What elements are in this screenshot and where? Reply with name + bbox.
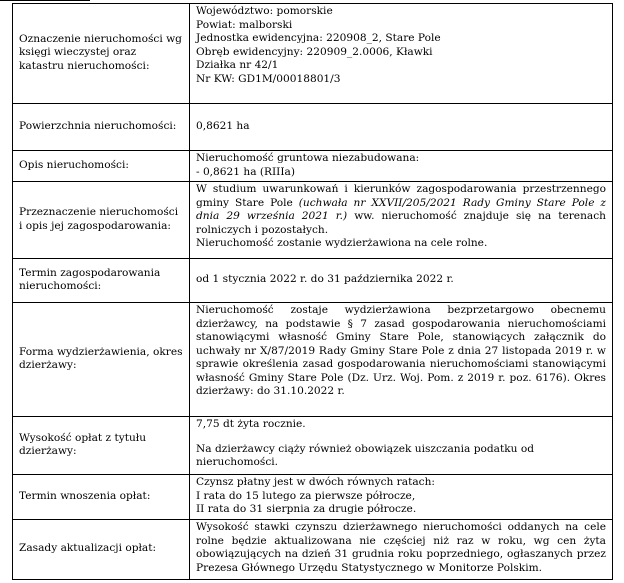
label-property-designation: Oznaczenie nieruchomości wg księgi wieczystej oraz katastru nieruchomości: bbox=[13, 4, 190, 104]
label-lease-form: Forma wydzierżawienia, okres dzierżawy: bbox=[13, 303, 190, 417]
label-development-term: Termin zagospodarowania nieruchomości: bbox=[13, 259, 190, 303]
payment-line: I rata do 15 lutego za pierwsze półrocze, bbox=[196, 489, 416, 502]
label-description: Opis nieruchomości: bbox=[13, 151, 190, 182]
value-description bbox=[190, 151, 613, 182]
property-info-table bbox=[12, 3, 613, 580]
table-row bbox=[13, 151, 613, 182]
plot-number-line: Działka nr 42/1 bbox=[196, 59, 279, 71]
top-rule bbox=[0, 0, 90, 1]
table-row bbox=[13, 104, 613, 151]
table-row bbox=[13, 259, 613, 303]
value-property-designation bbox=[190, 4, 613, 104]
registration-unit-line: Jednostka ewidencyjna: 220908_2, Stare Pole bbox=[196, 32, 441, 44]
value-lease-form: Nieruchomość zostaje wydzierżawiona bezprzetargowo obecnemu dzierżawcy, na podstawie § 7 zasad gospodarowania nieruchomościami stanowiącymi własność Gminy Stare Pole, stanowiących załącznik do uchwały nr X/87/2019 Rady Gminy Stare Pole z dnia 27 listopada 2019 r. w sprawie określenia zasad gospodarowania nieruchomościami stanowiącymi własność Gminy Stare Pole (Dz. Urz. Woj. Pom. z 2019 r. poz. 6176). Okres dzierżawy: do 31.10.2022 r. bbox=[190, 303, 613, 417]
table-row bbox=[13, 417, 613, 475]
label-payment-term: Termin wnoszenia opłat: bbox=[13, 475, 190, 520]
spacer bbox=[196, 432, 606, 443]
value-lease-fee bbox=[190, 417, 613, 475]
label-area: Powierzchnia nieruchomości: bbox=[13, 104, 190, 151]
payment-line: Czynsz płatny jest w dwóch równych ratach: bbox=[196, 476, 435, 488]
label-purpose: Przeznaczenie nieruchomości i opis jej zagospodarowania: bbox=[13, 182, 190, 259]
value-fee-update-rules: Wysokość stawki czynszu dzierżawnego nieruchomości oddanych na cele rolne będzie aktualizowana nie częściej niż raz w roku, wg cen żyta obowiązujących na dzień 31 grudnia roku poprzedniego, ogłaszanych przez Prezesa Głównego Urzędu Statystycznego w Monitorze Polskim. bbox=[190, 520, 613, 580]
table-row bbox=[13, 475, 613, 520]
purpose-resolution-reference: (uchwała nr XXVII/205/2021 Rady Gminy Stare Pole z dnia 29 września 2021 r.) bbox=[196, 196, 606, 222]
description-line: Nieruchomość gruntowa niezabudowana: bbox=[196, 152, 420, 164]
table-row bbox=[13, 520, 613, 580]
fee-amount: 7,75 dt żyta rocznie. bbox=[196, 418, 306, 430]
value-purpose bbox=[190, 182, 613, 259]
label-fee-update-rules: Zasady aktualizacji opłat: bbox=[13, 520, 190, 580]
label-lease-fee: Wysokość opłat z tytułu dzierżawy: bbox=[13, 417, 190, 475]
purpose-text-end: ww. nieruchomość znajduje się na terenach rolniczych i pozostałych. bbox=[196, 210, 606, 236]
purpose-lease-note: Nieruchomość zostanie wydzierżawiona na cele rolne. bbox=[196, 237, 488, 249]
table-row bbox=[13, 182, 613, 259]
tax-obligation-note: Na dzierżawcy ciąży również obowiązek uiszczania podatku od nieruchomości. bbox=[196, 442, 534, 468]
land-register-line: Nr KW: GD1M/00018801/3 bbox=[196, 72, 341, 85]
voivodeship-line: Województwo: pomorskie bbox=[196, 5, 333, 17]
payment-line: II rata do 31 sierpnia za drugie półrocze. bbox=[196, 503, 417, 515]
value-development-term: od 1 stycznia 2022 r. do 31 października 2022 r. bbox=[190, 259, 613, 303]
table-row bbox=[13, 303, 613, 417]
registration-precinct-line: Obręb ewidencyjny: 220909_2.0006, Kławki bbox=[196, 45, 433, 58]
description-line: - 0,8621 ha (RIIIa) bbox=[196, 165, 296, 178]
table-row bbox=[13, 4, 613, 104]
county-line: Powiat: malborski bbox=[196, 18, 293, 31]
value-area: 0,8621 ha bbox=[190, 104, 613, 151]
value-payment-term bbox=[190, 475, 613, 520]
purpose-text: W studium uwarunkowań i kierunków zagospodarowania przestrzennego gminy Stare Pole bbox=[196, 183, 606, 209]
